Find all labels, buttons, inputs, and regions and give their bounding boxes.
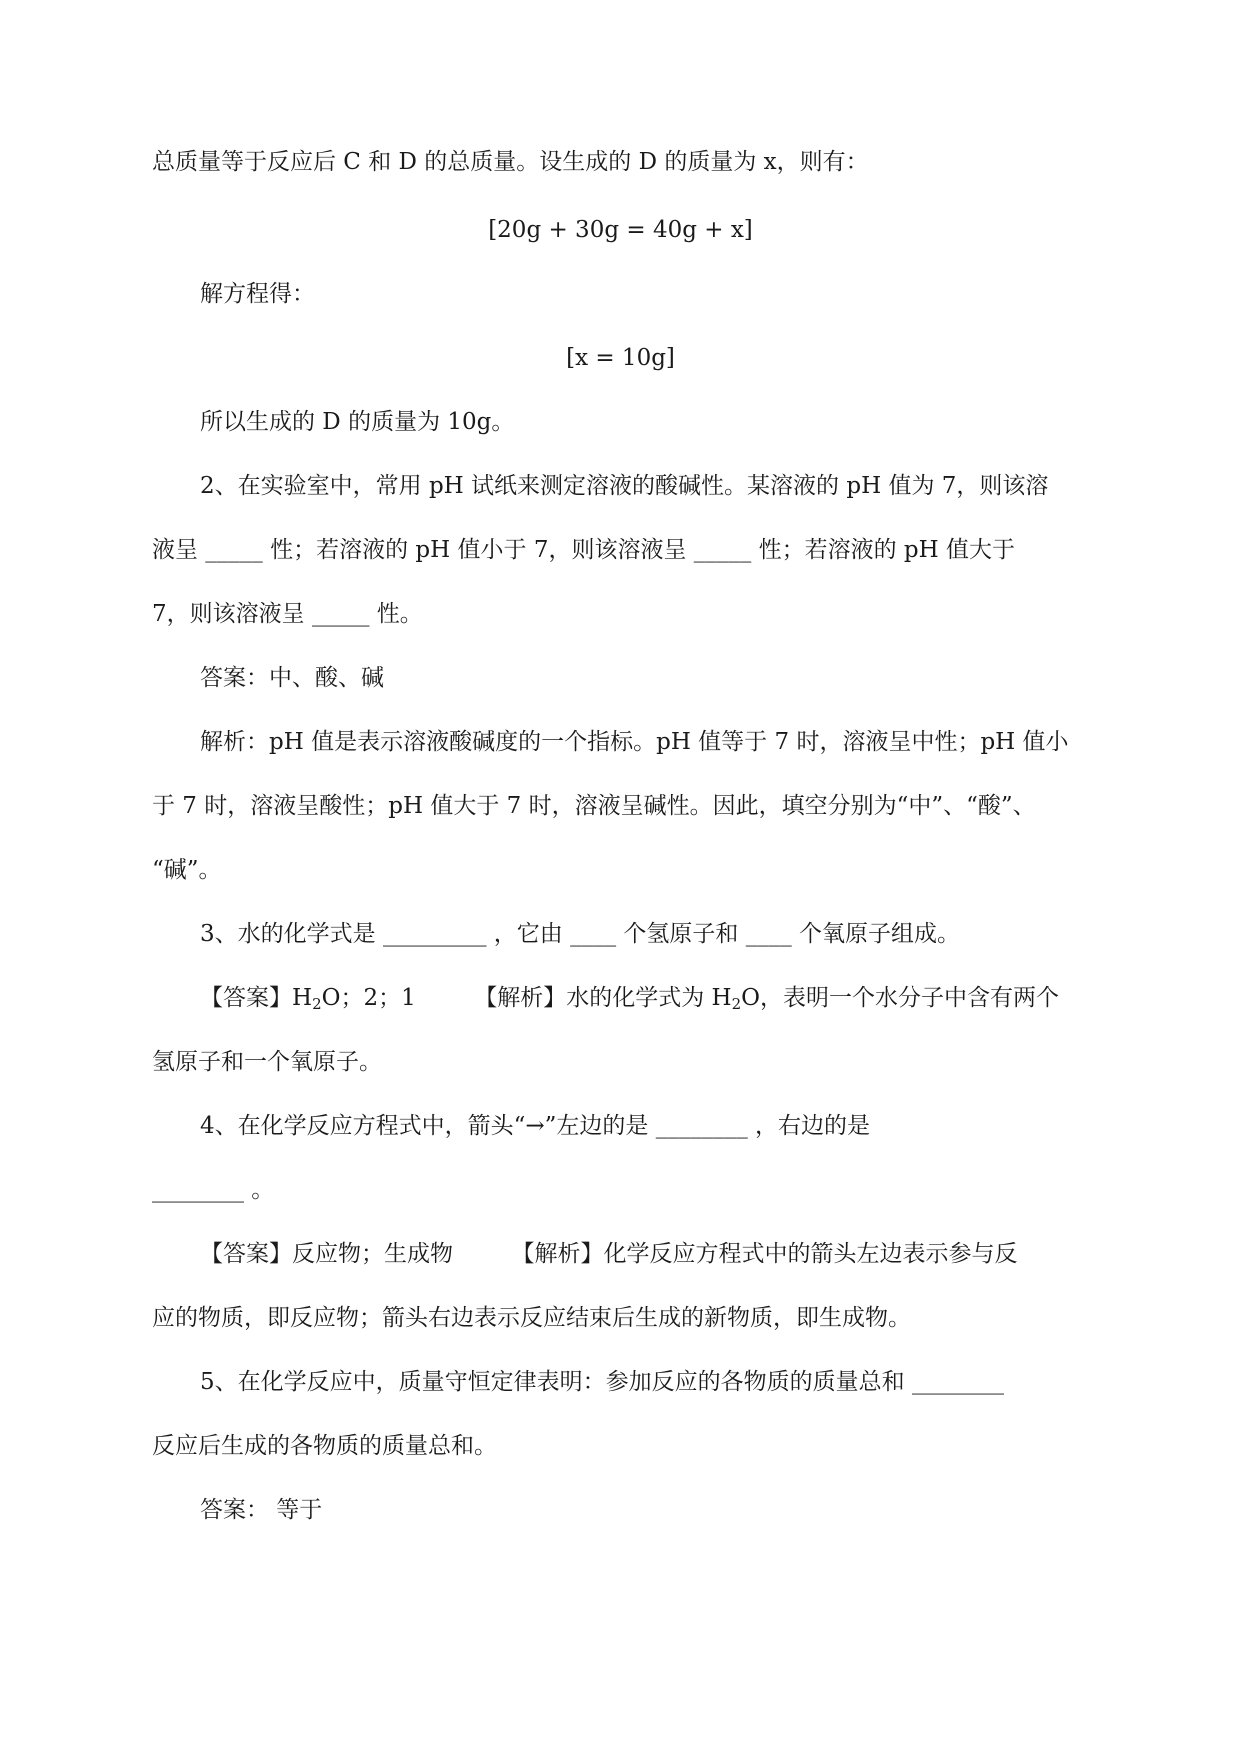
q4-answer-line-2: 应的物质，即反应物；箭头右边表示反应结束后生成的新物质，即生成物。 [152, 1305, 911, 1331]
q2-question-line-1: 2、在实验室中，常用 pH 试纸来测定溶液的酸碱性。某溶液的 pH 值为 7，则该溶 [200, 473, 1049, 499]
q2-question-line-2: 液呈 _____ 性；若溶液的 pH 值小于 7，则该溶液呈 _____ 性；若溶液的 pH 值大于 [152, 537, 1015, 563]
q4-answer-line-1: 【答案】反应物；生成物 【解析】化学反应方程式中的箭头左边表示参与反 [200, 1241, 1018, 1267]
q3-answer-subscript: 2 [312, 995, 322, 1013]
q2-question-line-3: 7，则该溶液呈 _____ 性。 [152, 601, 423, 627]
q1-solution-equation: [x = 10g] [566, 345, 675, 371]
q5-answer: 答案： 等于 [200, 1497, 323, 1523]
q3-explanation-line-2: 氢原子和一个氧原子。 [152, 1049, 382, 1075]
q3-answer-values: O；2；1 [321, 985, 416, 1011]
q4-question-line-1: 4、在化学反应方程式中，箭头“→”左边的是 ________ ，右边的是 [200, 1113, 871, 1139]
q5-question-line-2: 反应后生成的各物质的质量总和。 [152, 1433, 497, 1459]
q1-solve-label: 解方程得： [200, 281, 315, 307]
q1-continuation-text: 总质量等于反应后 C 和 D 的总质量。设生成的 D 的质量为 x，则有： [152, 149, 869, 175]
q2-answer: 答案：中、酸、碱 [200, 665, 384, 691]
q2-explanation-line-2: 于 7 时，溶液呈酸性；pH 值大于 7 时，溶液呈碱性。因此，填空分别为“中”、“酸”、 [152, 793, 1036, 819]
q5-question-line-1: 5、在化学反应中，质量守恒定律表明：参加反应的各物质的质量总和 ________ [200, 1369, 1004, 1395]
q3-explanation-prefix: 【解析】水的化学式为 H [474, 985, 732, 1011]
q3-explanation-rest: O，表明一个水分子中含有两个 [741, 985, 1060, 1011]
q3-question: 3、水的化学式是 _________ ，它由 ____ 个氢原子和 ____ 个氧原子组成。 [200, 921, 960, 947]
q3-explanation-subscript: 2 [731, 995, 742, 1013]
q3-answer-line-1 [200, 982, 1092, 1014]
q2-explanation-line-3: “碱”。 [152, 857, 222, 883]
q3-answer-gap [416, 985, 475, 1011]
q1-conclusion: 所以生成的 D 的质量为 10g。 [200, 409, 515, 435]
q1-equation: [20g + 30g = 40g + x] [488, 217, 753, 243]
q2-explanation-line-1: 解析：pH 值是表示溶液酸碱度的一个指标。pH 值等于 7 时，溶液呈中性；pH 值小 [200, 729, 1069, 755]
q4-question-line-2: ________ 。 [152, 1177, 275, 1203]
q3-answer-prefix: 【答案】H [200, 985, 313, 1011]
